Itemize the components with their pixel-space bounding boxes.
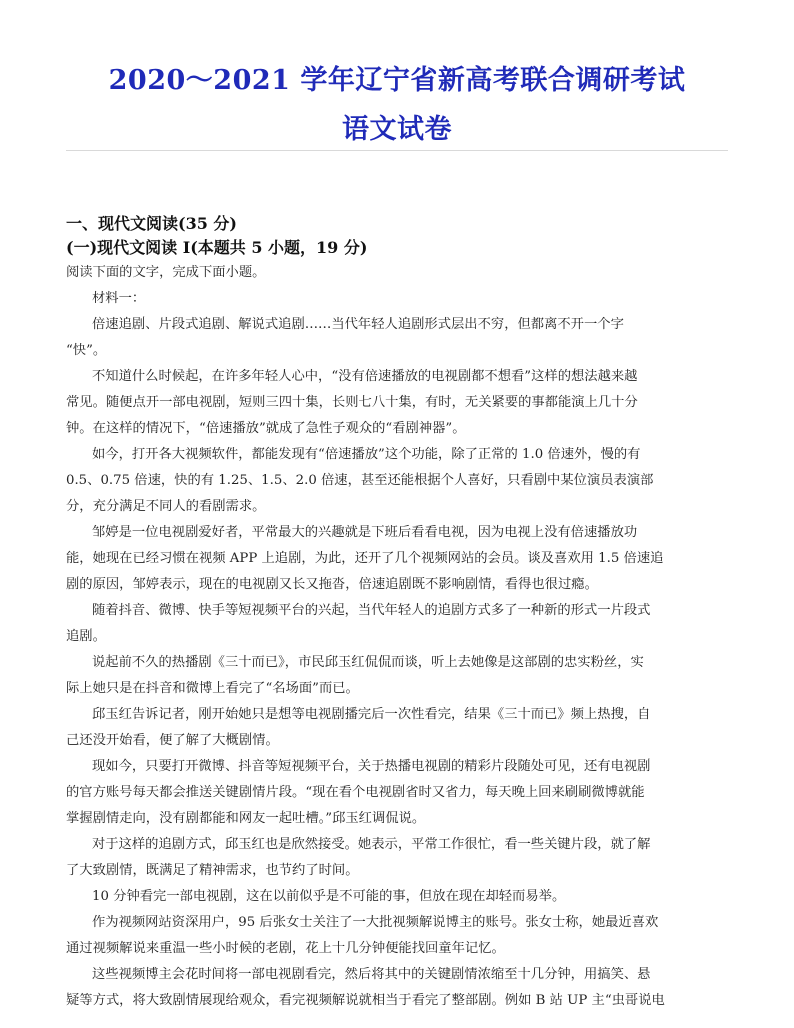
material-label: 材料一： <box>92 291 146 306</box>
paragraph-line: 倍速追剧、片段式追剧、解说式追剧……当代年轻人追剧形式层出不穷，但都离不开一个字 <box>92 317 624 332</box>
instruction-text: 阅读下面的文字，完成下面小题。 <box>66 265 266 280</box>
exam-content <box>66 212 728 1014</box>
paragraph-line: 10 分钟看完一部电视剧，这在以前似乎是不可能的事，但放在现在却轻而易举。 <box>92 889 566 904</box>
paragraph-line: “快”。 <box>66 343 107 358</box>
paragraph-line: 追剧。 <box>66 629 106 644</box>
paragraph-line: 不知道什么时候起，在许多年轻人心中，“没有倍速播放的电视剧都不想看”这样的想法越来越 <box>92 369 638 384</box>
paragraph-line: 邱玉红告诉记者，刚开始她只是想等电视剧播完后一次性看完，结果《三十而已》频上热搜，自 <box>92 707 651 722</box>
section-sub-heading: (一)现代文阅读 I(本题共 5 小题，19 分) <box>66 238 368 257</box>
paragraph-line: 现如今，只要打开微博、抖音等短视频平台，关于热播电视剧的精彩片段随处可见，还有电视剧 <box>92 759 651 774</box>
title-divider <box>66 150 728 151</box>
paragraph-line: 掌握剧情走向，没有剧都能和网友一起吐槽。”邱玉红调侃说。 <box>66 811 426 826</box>
paragraph-line: 分，充分满足不同人的看剧需求。 <box>66 499 266 514</box>
paragraph-line: 随着抖音、微博、快手等短视频平台的兴起，当代年轻人的追剧方式多了一种新的形式一片段式 <box>92 603 651 618</box>
paragraph-line: 的官方账号每天都会推送关键剧情片段。“现在看个电视剧省时又省力，每天晚上回来刷刷微博就能 <box>66 785 645 800</box>
section-heading: 一、现代文阅读(35 分) <box>66 214 237 233</box>
paragraph-line: 作为视频网站资深用户，95 后张女士关注了一大批视频解说博主的账号。张女士称，她最近喜欢 <box>92 915 659 930</box>
paragraph-line: 通过视频解说来重温一些小时候的老剧，花上十几分钟便能找回童年记忆。 <box>66 941 505 956</box>
paragraph-line: 这些视频博主会花时间将一部电视剧看完，然后将其中的关键剧情浓缩至十几分钟，用搞笑、悬 <box>92 967 651 982</box>
paragraph-line: 疑等方式，将大致剧情展现给观众，看完视频解说就相当于看完了整部剧。例如 B 站 UP 主“虫哥说电 <box>66 993 665 1008</box>
paragraph-line: 邹婷是一位电视剧爱好者，平常最大的兴趣就是下班后看看电视，因为电视上没有倍速播放功 <box>92 525 638 540</box>
paragraph-line: 钟。在这样的情况下，“倍速播放”就成了急性子观众的“看剧神器”。 <box>66 421 466 436</box>
paragraph-line: 了大致剧情，既满足了精神需求，也节约了时间。 <box>66 863 359 878</box>
paragraph-line: 0.5、0.75 倍速，快的有 1.25、1.5、2.0 倍速，甚至还能根据个人喜好，只看剧中某位演员表演部 <box>66 473 654 488</box>
paragraph-line: 剧的原因，邹婷表示，现在的电视剧又长又拖沓，倍速追剧既不影响剧情，看得也很过瘾。 <box>66 577 598 592</box>
paragraph-line: 对于这样的追剧方式，邱玉红也是欣然接受。她表示，平常工作很忙，看一些关键片段，就了解 <box>92 837 651 852</box>
paragraph-line: 常见。随便点开一部电视剧，短则三四十集，长则七八十集，有时，无关紧要的事都能演上几十分 <box>66 395 638 410</box>
paragraph-line: 能，她现在已经习惯在视频 APP 上追剧，为此，还开了几个视频网站的会员。谈及喜欢用 1.5 倍速追 <box>66 551 664 566</box>
exam-title-line2: 语文试卷 <box>342 114 452 145</box>
paragraph-line: 际上她只是在抖音和微博上看完了“名场面”而已。 <box>66 681 359 696</box>
paragraph-line: 说起前不久的热播剧《三十而已》，市民邱玉红侃侃而谈，听上去她像是这部剧的忠实粉丝，实 <box>92 655 644 670</box>
exam-title-line1: 2020～2021 学年辽宁省新高考联合调研考试 <box>108 65 686 96</box>
paragraph-line: 如今，打开各大视频软件，都能发现有“倍速播放”这个功能，除了正常的 1.0 倍速外，慢的有 <box>92 447 641 462</box>
paragraph-line: 己还没开始看，便了解了大概剧情。 <box>66 733 279 748</box>
